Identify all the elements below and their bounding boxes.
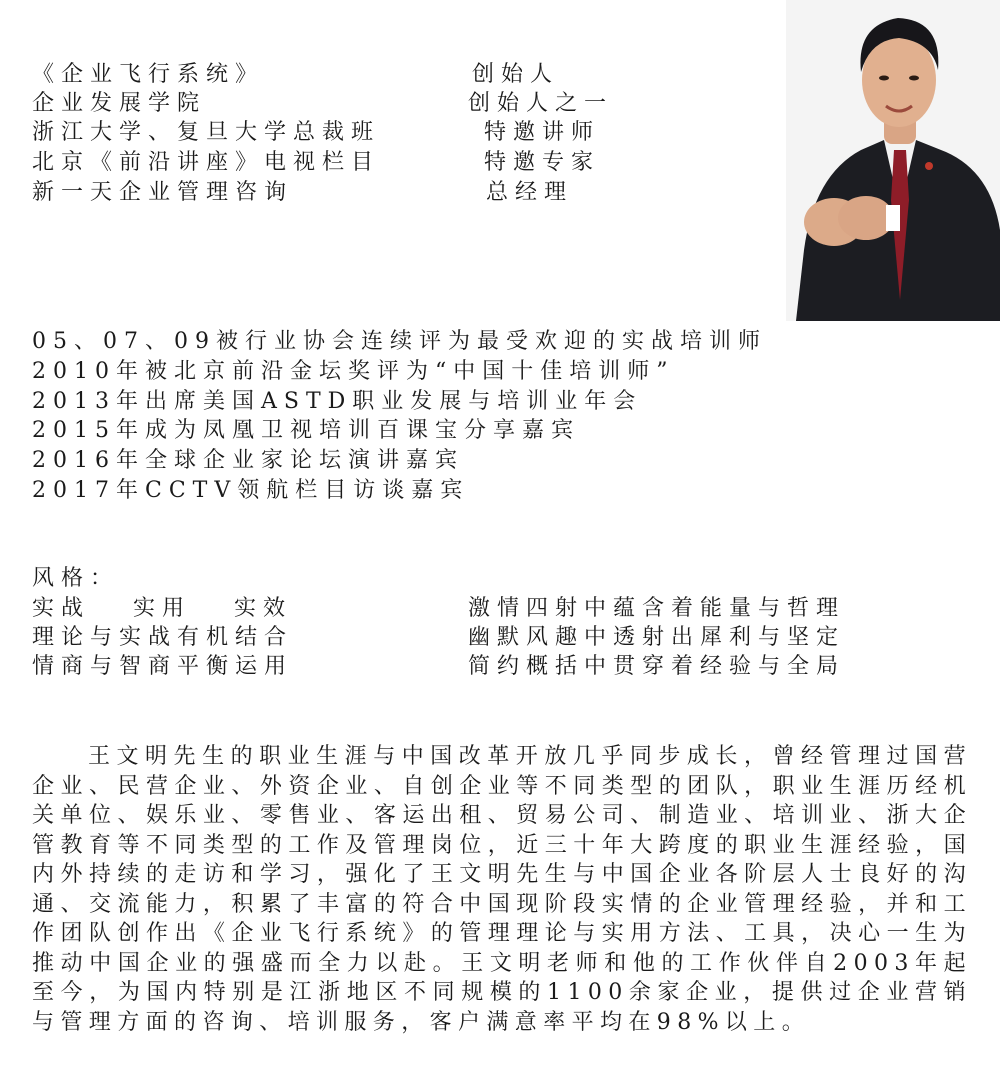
honor-item: 2013年出席美国ASTD职业发展与培训业年会 [32,389,643,414]
portrait-photo [786,0,1000,321]
title-org: 浙江大学、复旦大学总裁班 [32,120,381,145]
honor-item: 05、07、09被行业协会连续评为最受欢迎的实战培训师 [32,329,767,354]
style-right: 简约概括中贯穿着经验与全局 [468,654,846,679]
style-left: 实战 实用 实效 [32,596,292,621]
title-role: 创始人 [472,62,560,87]
title-role: 特邀专家 [484,150,601,175]
title-role: 特邀讲师 [484,120,601,145]
biography-paragraph: 王文明先生的职业生涯与中国改革开放几乎同步成长，曾经管理过国营企业、民营企业、外资企业、自创企业等不同类型的团队，职业生涯历经机关单位、娱乐业、零售业、客运出租、贸易公司、制造业、培训业、浙大企管教育等不同类型的工作及管理岗位，近三十年大跨度的职业生涯经验，国内外持续的走访和学习，强化了王文明先生与中国企业各阶层人士良好的沟通、交流能力，积累了丰富的符合中国现阶段实情的企业管理经验，并和工作团队创作出《企业飞行系统》的管理理论与实用方法、工具，决心一生为推动中国企业的强盛而全力以赴。王文明老师和他的工作伙伴自2003年起至今，为国内特别是江浙地区不同规模的1100余家企业，提供过企业营销与管理方面的咨询、培训服务，客户满意率平均在98%以上。 [32,744,972,1035]
style-left: 理论与实战有机结合 [32,625,294,650]
title-org: 《企业飞行系统》 [32,62,265,87]
honor-item: 2017年CCTV领航栏目访谈嘉宾 [32,478,470,503]
title-role: 总经理 [486,180,574,205]
style-right: 幽默风趣中透射出犀利与坚定 [468,625,846,650]
style-heading: 风格： [32,566,120,591]
honor-item: 2015年成为凤凰卫视培训百课宝分享嘉宾 [32,418,580,443]
title-role: 创始人之一 [468,91,614,116]
style-left: 情商与智商平衡运用 [32,654,294,679]
title-org: 北京《前沿讲座》电视栏目 [32,150,381,175]
title-org: 新一天企业管理咨询 [32,180,294,205]
title-org: 企业发展学院 [32,91,207,116]
honor-item: 2016年全球企业家论坛演讲嘉宾 [32,448,464,473]
honor-item: 2010年被北京前沿金坛奖评为“中国十佳培训师” [32,359,675,384]
style-right: 激情四射中蕴含着能量与哲理 [468,596,846,621]
